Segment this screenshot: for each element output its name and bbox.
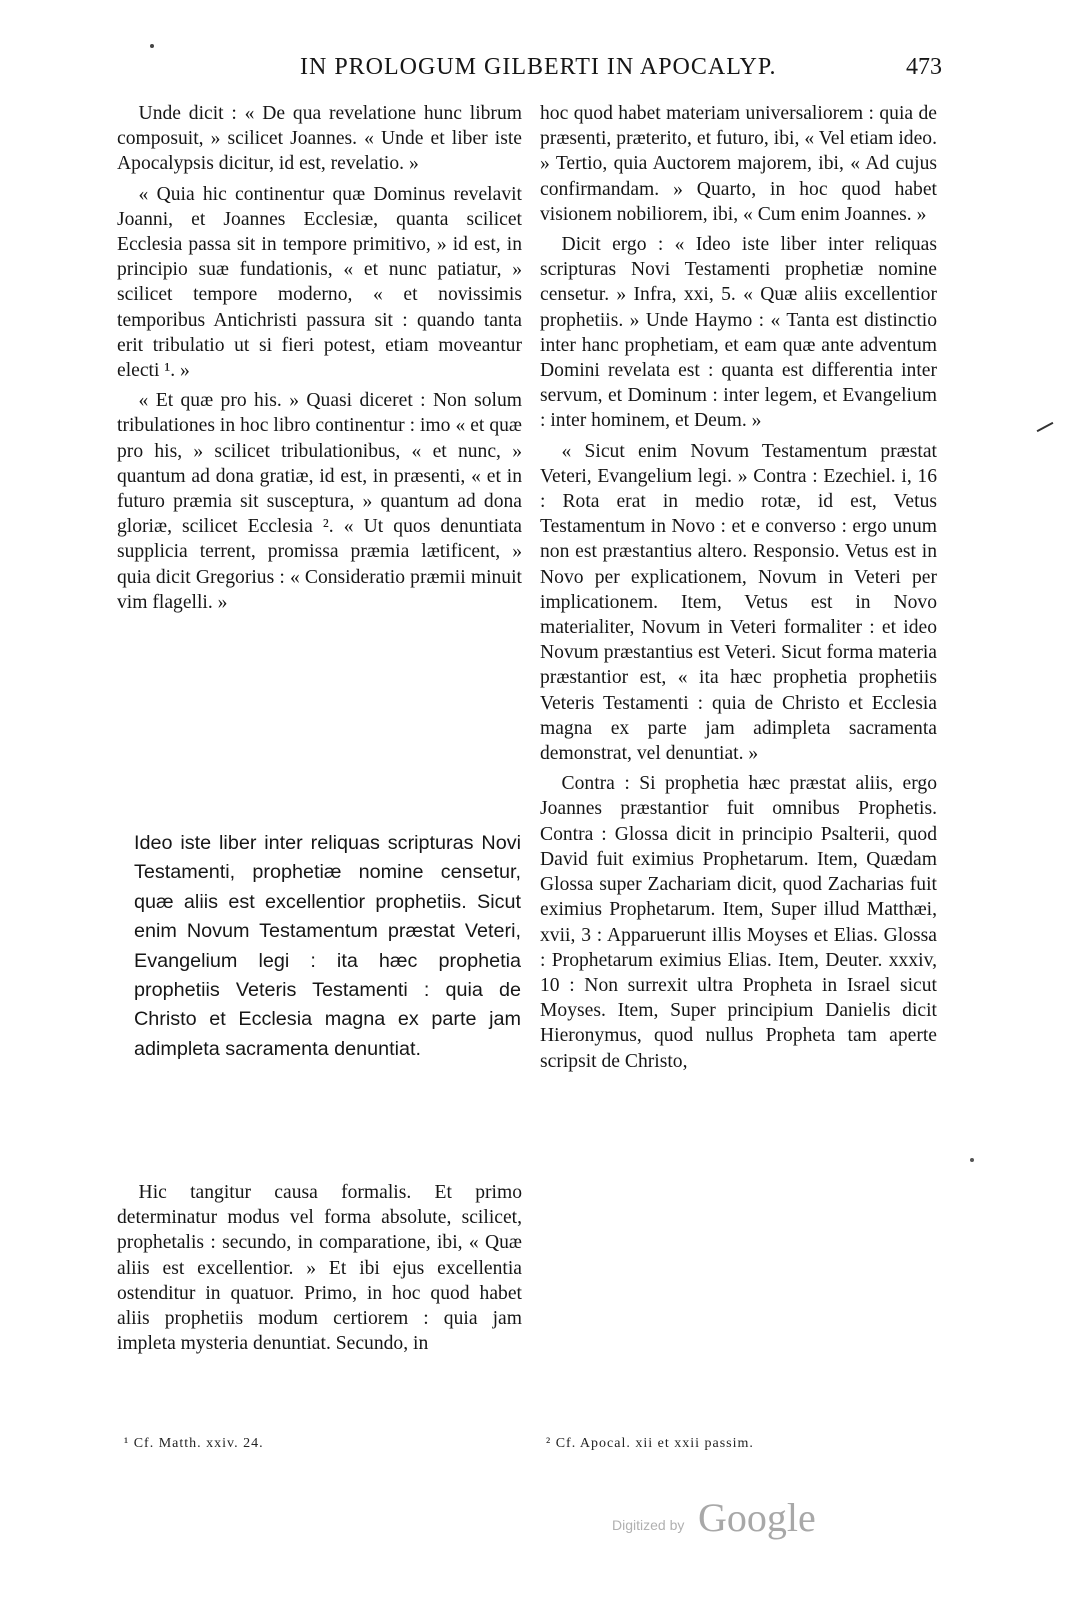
prologue-paragraph: Ideo iste liber inter reliquas scripturas Novi Testamenti, prophetiæ nomine censetur, quæ aliis est excellentior prophetiis. Sicut enim Novum Testamentum præstat Veteri, Evangelium legi : ita hæc prophetia prophetiis Veteris Testamenti : quia de Christo et Ecclesia magna ex parte jam adimpleta sacramenta denuntiat.	[134, 832, 521, 1060]
commentary-paragraph: Dicit ergo : « Ideo iste liber inter reliquas scripturas Novi Testamenti prophetiæ nomine censetur. » Infra, xxi, 5. « Quæ aliis excellentior prophetiis. » Unde Haymo : « Tanta est distinctio inter hanc prophetiam, et eam quæ ante adventum Domini revelata est : quanta est differentia inter servum, et Dominum : inter legem, et Evangelium : inter hominem, et Deum. »	[540, 234, 937, 432]
page-header	[0, 50, 1075, 90]
commentary-paragraph: « Et quæ pro his. » Quasi diceret : Non solum tribulationes in hoc libro continentur : imo « et quæ pro his, » scilicet tribulationibus, « et nunc, » quantum ad dona gratiæ, id est, in præsenti, « et in futuro præmia sit susceptura, » quantum ad dona gloriæ, scilicet Ecclesia ². « Ut quos denuntiata supplicia terrent, promissa præmia lætificent, » quia dicit Gregorius : « Consideratio præmii minuit vim flagelli. »	[117, 390, 522, 613]
google-logo: Google	[698, 1495, 816, 1540]
left-column-commentary	[117, 101, 522, 615]
commentary-paragraph: Hic tangitur causa formalis. Et primo determinatur modus vel forma absolute, scilicet, prophetalis : secundo, in comparatione, ibi, « Quæ aliis est excellentior. » Et ibi ejus excellentia ostenditur in quatuor. Primo, in hoc quod habet aliis prophetiis modum certiorem : quia jam impleta mysteria denuntiat. Secundo, in	[117, 1182, 522, 1355]
footnote-right: ² Cf. Apocal. xii et xxii passim.	[546, 1436, 754, 1451]
margin-dot-mark	[150, 44, 154, 48]
margin-dot-mark-lower	[970, 1158, 974, 1162]
left-column-lower-commentary	[117, 1180, 522, 1356]
commentary-paragraph: Unde dicit : « De qua revelatione hunc librum composuit, » scilicet Joannes. « Unde et liber iste Apocalypsis dicitur, id est, revelatio. »	[117, 103, 522, 175]
page-number: 473	[906, 54, 942, 80]
commentary-paragraph: hoc quod habet materiam universaliorem : quia de præsenti, præterito, et futuro, ibi, « Vel etiam ideo. » Tertio, quia Auctorem majorem, ibi, « Ad cujus confirmandam. » Quarto, in hoc quod habet visionem nobiliorem, ibi, « Cum enim Joannes. »	[540, 103, 937, 225]
commentary-paragraph: « Sicut enim Novum Testamentum præstat Veteri, Evangelium legi. » Contra : Ezechiel. i, 16 : Rota erat in medio rotæ, id est, Vetus Testamentum in Novo : et e converso : ergo unum non est præstantius altero. Responsio. Vetus est in Novo per explicationem, Novum in Veteri per implicationem. Item, Vetus est in Novo materialiter, Novum in Veteri formaliter : et ideo Novum præstantius est Veteri. Sicut forma materia præstantior est, « ita hæc prophetia prophetiis Veteris Testamenti : quia de Christo et Ecclesia magna ex parte jam adimpleta sacramenta demonstrat, vel denuntiat. »	[540, 440, 937, 765]
margin-tick-mark	[1037, 422, 1054, 432]
digitized-by-label: Digitized by	[612, 1517, 685, 1533]
commentary-paragraph: Contra : Si prophetia hæc præstat aliis, ergo Joannes præstantior fuit omnibus Prophetis. Contra : Glossa dicit in principio Psalterii, quod David fuit eximius Prophetarum. Item, Quædam Glossa super Zachariam dicit, quod Zacharias fuit eximius Prophetarum. Item, Super illud Matthæi, xvii, 3 : Apparuerunt illis Moyses et Elias. Glossa : Prophetarum eximius Elias. Item, Deuter. xxxiv, 10 : Non surrexit ultra Propheta in Israel sicut Moyses. Item, Super principium Danielis dicit Hieronymus, quod nullus Propheta tam aperte scripsit de Christo,	[540, 773, 937, 1072]
running-title: IN PROLOGUM GILBERTI IN APOCALYP.	[300, 54, 777, 80]
google-watermark	[612, 1495, 872, 1540]
prologue-text-block	[134, 829, 521, 1064]
footnote-left: ¹ Cf. Matth. xxiv. 24.	[124, 1436, 264, 1451]
right-column-commentary	[540, 101, 937, 1074]
commentary-paragraph: « Quia hic continentur quæ Dominus revelavit Joanni, et Joannes Ecclesiæ, quanta scilicet Ecclesia passa sit in tempore primitivo, » id est, in principio suæ fundationis, « et nunc patiatur, » scilicet tempore moderno, « et novissimis temporibus Antichristi passura sit : quando tanta erit tribulatio ut si fieri potest, etiam moveantur electi ¹. »	[117, 183, 522, 382]
